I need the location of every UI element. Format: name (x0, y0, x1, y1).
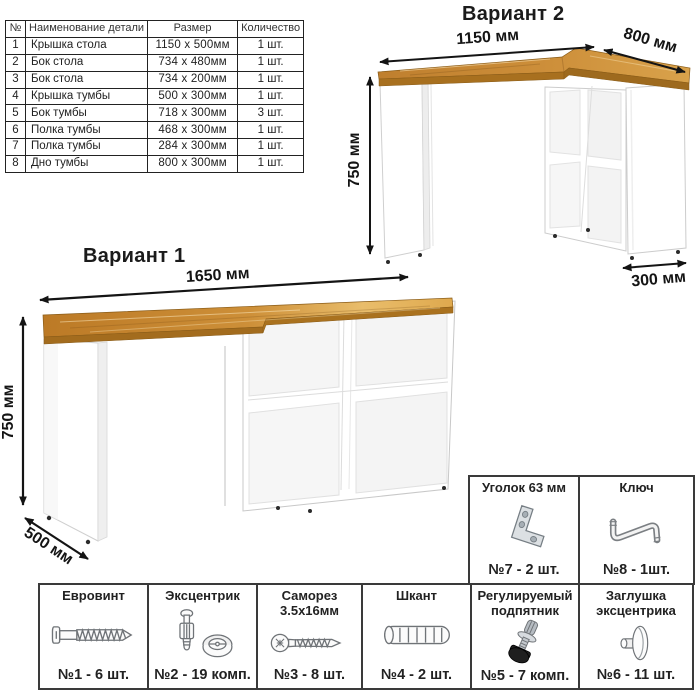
table-row (6, 105, 304, 122)
cell-name: Бок стола (26, 71, 148, 88)
cell-size: 284 x 300мм (148, 139, 238, 156)
cell-qty: 1 шт. (238, 88, 304, 105)
cell-name: Крышка тумбы (26, 88, 148, 105)
dimension-label-width: 1650 мм (185, 265, 251, 286)
col-header-qty: Количество (238, 21, 304, 38)
assembly-key-icon (593, 503, 681, 555)
cell-number: 5 (6, 105, 26, 122)
col-header-number: № (6, 21, 26, 38)
cell-qty: 1 шт. (238, 122, 304, 139)
hardware-name: Ключ (619, 480, 654, 495)
hardware-cell-adjustable-foot (470, 583, 580, 690)
cell-qty: 1 шт. (238, 156, 304, 173)
cell-size: 718 x 300мм (148, 105, 238, 122)
dimension-arrow-side (623, 263, 686, 268)
table-row (6, 88, 304, 105)
hardware-cell-cam-lock (147, 583, 258, 690)
confirmat-screw-icon (48, 614, 140, 656)
cell-number: 4 (6, 88, 26, 105)
hardware-name: Уголок 63 мм (482, 480, 566, 495)
dimension-label-side: 300 мм (630, 268, 687, 290)
table-row (6, 139, 304, 156)
cell-size: 500 x 300мм (148, 88, 238, 105)
hardware-qty: №5 - 7 комп. (480, 668, 570, 685)
table-row (6, 122, 304, 139)
variant1-illustration (0, 240, 465, 575)
hardware-qty: №3 - 8 шт. (273, 667, 346, 683)
hardware-cell-cam-cap (578, 583, 694, 690)
dimension-label-width: 1150 мм (455, 26, 520, 49)
cell-name: Бок тумбы (26, 105, 148, 122)
hardware-qty: №2 - 19 комп. (154, 667, 251, 683)
pedestal-panel (380, 79, 433, 258)
hardware-name: Эксцентрик (165, 588, 240, 603)
table-row (6, 156, 304, 173)
hardware-qty: №4 - 2 шт. (380, 667, 453, 683)
cell-number: 8 (6, 156, 26, 173)
corner-bracket-icon (480, 503, 568, 555)
dimension-label-depth: 800 мм (621, 24, 679, 57)
cell-qty: 1 шт. (238, 37, 304, 54)
cell-qty: 3 шт. (238, 105, 304, 122)
hardware-qty: №7 - 2 шт. (488, 562, 560, 578)
cell-qty: 1 шт. (238, 139, 304, 156)
pedestal-panel (44, 339, 107, 541)
cell-number: 3 (6, 71, 26, 88)
hardware-qty: №8 - 1шт. (602, 562, 671, 578)
cam-cap-icon (596, 619, 676, 667)
hardware-qty: №1 - 6 шт. (57, 667, 130, 683)
hardware-cell-confirmat (38, 583, 149, 690)
hardware-name: Регулируемый подпятник (477, 588, 573, 618)
cell-number: 1 (6, 37, 26, 54)
hardware-main-row (38, 583, 694, 690)
wood-screw-icon (265, 623, 355, 663)
hardware-extra-row (468, 475, 695, 585)
cam-lock-icon (159, 607, 247, 663)
variant2-title: Вариант 2 (462, 3, 565, 25)
hardware-cell-wood-screw (256, 583, 363, 690)
cell-number: 6 (6, 122, 26, 139)
side-panel (626, 84, 686, 254)
dimension-label-depth: 500 мм (20, 524, 77, 569)
cell-number: 2 (6, 54, 26, 71)
hardware-cell-dowel (361, 583, 472, 690)
shelf-unit (243, 301, 455, 511)
cell-size: 468 x 300мм (148, 122, 238, 139)
shelf-unit (545, 86, 626, 251)
cell-size: 734 x 480мм (148, 54, 238, 71)
parts-table (5, 20, 304, 173)
table-row (6, 37, 304, 54)
hardware-name: Саморез 3.5x16мм (280, 588, 339, 618)
table-header-row (6, 21, 304, 38)
table-row (6, 54, 304, 71)
desk-top-wood (378, 48, 690, 90)
hardware-qty: №6 - 11 шт. (596, 667, 676, 683)
dowel-icon (371, 616, 463, 654)
dimension-label-height: 750 мм (346, 132, 363, 188)
cell-qty: 1 шт. (238, 71, 304, 88)
cell-size: 734 x 200мм (148, 71, 238, 88)
hardware-name: Шкант (395, 588, 438, 603)
hardware-cell-key (578, 475, 695, 585)
col-header-size: Размер (148, 21, 238, 38)
hardware-cell-corner-bracket (468, 475, 580, 585)
cell-name: Полка тумбы (26, 122, 148, 139)
cell-qty: 1 шт. (238, 54, 304, 71)
adjustable-foot-icon (485, 618, 565, 668)
col-header-name: Наименование детали (26, 21, 148, 38)
cell-name: Бок стола (26, 54, 148, 71)
cell-name: Дно тумбы (26, 156, 148, 173)
cell-name: Полка тумбы (26, 139, 148, 156)
cell-name: Крышка стола (26, 37, 148, 54)
cell-size: 800 x 300мм (148, 156, 238, 173)
hardware-name: Заглушка эксцентрика (596, 588, 676, 618)
hardware-name: Евровинт (62, 588, 125, 603)
dimension-label-height: 750 мм (0, 384, 17, 440)
cell-number: 7 (6, 139, 26, 156)
table-row (6, 71, 304, 88)
cell-size: 1150 x 500мм (148, 37, 238, 54)
variant1-title: Вариант 1 (83, 245, 186, 267)
